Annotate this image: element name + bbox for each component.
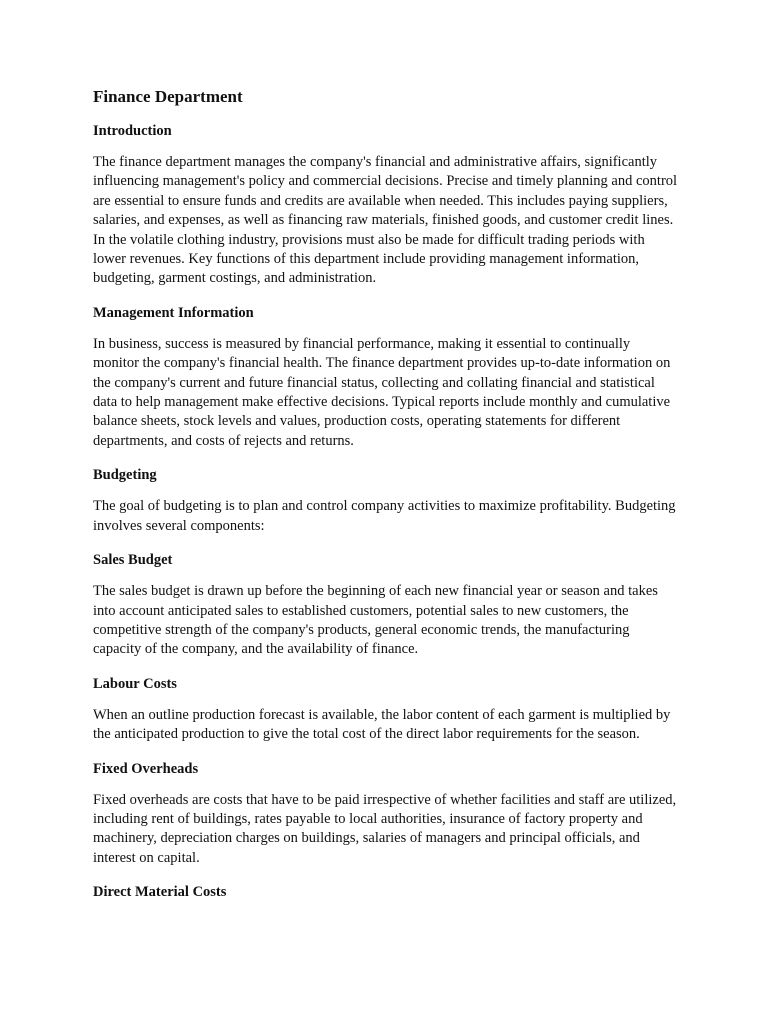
section-heading: Management Information [93, 304, 254, 321]
section-paragraph: The goal of budgeting is to plan and control company activities to maximize profitability. Budgeting involves several components: [93, 498, 676, 534]
section-sales-budget [93, 550, 678, 660]
section-management-information [93, 303, 678, 451]
section-heading: Direct Material Costs [93, 884, 227, 901]
section-paragraph: When an outline production forecast is available, the labor content of each garment is multiplied by the anticipated production to give the total cost of the direct labor requirements for the season. [93, 706, 671, 743]
section-heading: Budgeting [93, 467, 157, 484]
section-direct-material-costs [93, 882, 678, 902]
section-labour-costs [93, 674, 678, 745]
document-page [93, 86, 678, 914]
section-budgeting [93, 465, 678, 536]
section-fixed-overheads [93, 759, 678, 869]
section-heading: Sales Budget [93, 552, 173, 569]
document-title: Finance Department [93, 87, 243, 106]
section-paragraph: In business, success is measured by financial performance, making it essential to continually monitor the company's financial health. The finance department provides up-to-date information on the company's current and future financial status, collecting and collating financial and statistical data to help management make effective decisions. Typical reports include monthly and cumulative balance sheets, stock levels and values, production costs, operating statements for different departments, and costs of rejects and returns. [93, 335, 671, 449]
section-heading: Labour Costs [93, 675, 177, 692]
section-paragraph: The finance department manages the company's financial and administrative affairs, significantly influencing management's policy and commercial decisions. Precise and timely planning and control are essential to ensure funds and credits are available when needed. This includes paying suppliers, salaries, and expenses, as well as financing raw materials, finished goods, and customer credit lines. In the volatile clothing industry, provisions must also be made for difficult trading periods with lower revenues. Key functions of this department include providing management information, budgeting, garment costings, and administration. [93, 154, 678, 287]
section-heading: Fixed Overheads [93, 760, 199, 777]
section-introduction [93, 121, 678, 289]
section-heading: Introduction [93, 123, 172, 139]
section-paragraph: Fixed overheads are costs that have to be paid irrespective of whether facilities and staff are utilized, including rent of buildings, rates payable to local authorities, insurance of factory property and machinery, depreciation charges on buildings, salaries of managers and principal officials, and interest on capital. [93, 791, 677, 866]
section-paragraph: The sales budget is drawn up before the beginning of each new financial year or season and takes into account anticipated sales to established customers, potential sales to new customers, the competitive strength of the company's products, general economic trends, the manufacturing capacity of the company, and the availability of finance. [93, 583, 658, 658]
